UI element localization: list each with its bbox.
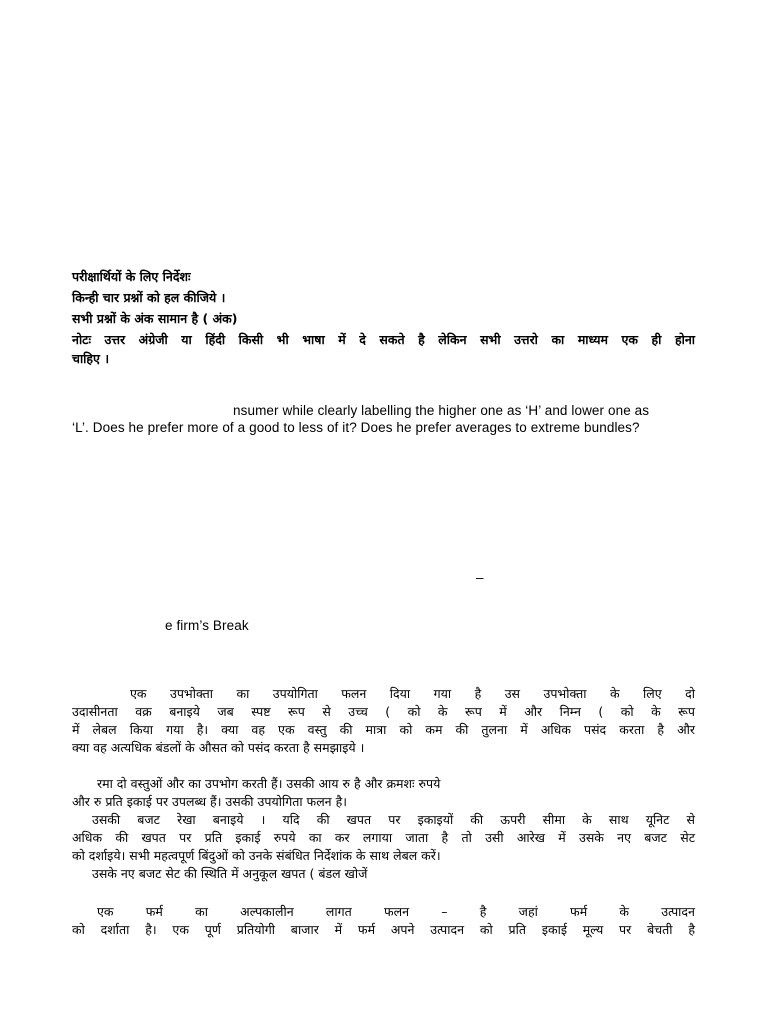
english-question-3-fragment: e firm’s Break — [165, 618, 249, 633]
hindi-question-2-line-3: उसकी बजट रेखा बनाइये । यदि की खपत पर इकाइयों की ऊपरी सीमा के साथ यूनिट से — [92, 812, 695, 827]
hindi-question-3-line-1: एक फर्म का अल्पकालीन लागत फलन – है जहां फर्म के उत्पादन — [97, 904, 695, 919]
instructions-line-1: किन्ही चार प्रश्नों को हल कीजिये । — [72, 290, 226, 305]
hindi-question-3-line-2: को दर्शाता है। एक पूर्ण प्रतियोगी बाजार में फर्म अपने उत्पादन को प्रति इकाई मूल्य पर बेचती है — [72, 922, 695, 937]
hindi-question-1-line-2: उदासीनता वक्र बनाइये जब स्पष्ट रूप से उच्च ( को के रूप में और निम्न ( को के रूप — [72, 704, 695, 719]
english-dash: – — [476, 570, 484, 585]
hindi-question-1-line-1: एक उपभोक्ता का उपयोगिता फलन दिया गया है उस उपभोक्ता के लिए दो — [130, 686, 695, 701]
english-question-1-line-2: ‘L’. Does he prefer more of a good to less of it? Does he prefer averages to extreme bundles? — [72, 420, 640, 435]
instructions-line-2: सभी प्रश्नों के अंक सामान है ( अंक) — [72, 311, 238, 326]
hindi-question-1-line-3: में लेबल किया गया है। क्या वह एक वस्तु की मात्रा को कम की तुलना में अधिक पसंद करता है और — [72, 722, 695, 737]
hindi-question-2-line-2: और रु प्रति इकाई पर उपलब्ध हैं। उसकी उपयोगिता फलन है। — [72, 794, 347, 809]
hindi-question-2-line-5: को दर्शाइये। सभी महत्वपूर्ण बिंदुओं को उनके संबंधित निर्देशांक के साथ लेबल करें। — [72, 848, 441, 863]
hindi-question-2-line-1: रमा दो वस्तुओं और का उपभोग करती हैं। उसकी आय रु है और क्रमशः रुपये — [97, 776, 441, 791]
english-question-1-line-1: nsumer while clearly labelling the higher one as ‘H’ and lower one as — [233, 403, 650, 418]
hindi-question-2-line-4: अधिक की खपत पर प्रति इकाई रुपये का कर लगाया जाता है तो उसी आरेख में उसके नए बजट सेट — [72, 830, 695, 845]
hindi-question-1-line-4: क्या वह अत्यधिक बंडलों के औसत को पसंद करता है समझाइये । — [72, 740, 365, 755]
hindi-question-2-line-6: उसके नए बजट सेट की स्थिति में अनुकूल खपत ( बंडल खोजें — [92, 866, 368, 881]
instructions-note-line-2: चाहिए । — [72, 351, 110, 366]
instructions-heading: परीक्षार्थियों के लिए निर्देशः — [72, 269, 191, 284]
instructions-note-line-1: नोटः उत्तर अंग्रेजी या हिंदी किसी भी भाषा में दे सकते है लेकिन सभी उत्तरो का माध्यम एक ही होना — [72, 332, 695, 347]
